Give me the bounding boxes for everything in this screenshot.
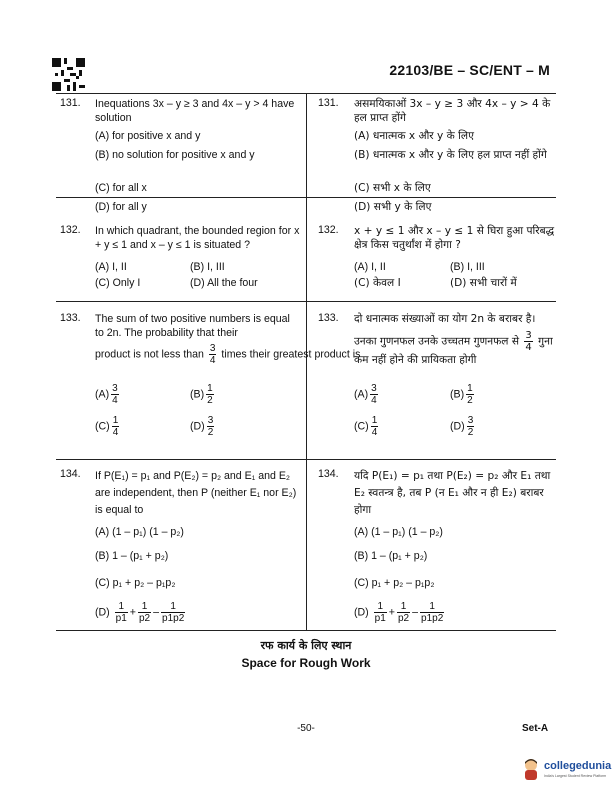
option-d: (D) $\frac{3}{2}$ (190, 415, 214, 438)
option-d: (D) $\frac{1}{p1}$ + $\frac{1}{p2}$ – $\frac{1}{p1p2}$ (95, 601, 185, 624)
question-number: 134. (60, 468, 81, 480)
question-number: 134. (318, 468, 339, 480)
option-c-hindi: (C) $\frac{1}{4}$ (354, 415, 378, 438)
question-text: In which quadrant, the bounded region for x + y ≤ 1 and x – y ≤ 1 is situated ? (95, 225, 300, 251)
question-text-hindi: x + y ≤ 1 और x – y ≤ 1 से घिरा हुआ परिबद्ध क्षेत्र किस चतुर्थांश में होगा ? (354, 225, 555, 251)
divider-131 (56, 197, 556, 198)
option-d-hindi: (D) $\frac{3}{2}$ (450, 415, 474, 438)
question-text-line (95, 343, 360, 366)
option-b-hindi: (B) धनात्मक x और y के लिए हल प्राप्त नहीं होंगे (354, 149, 547, 161)
rough-work-english: Space for Rough Work (241, 656, 371, 670)
question-text-part1: The sum of two positive numbers is equal to 2n. The probability that their (95, 313, 290, 339)
option-b: (B) 1 – (p₁ + p₂) (95, 550, 169, 562)
question-text-hindi-part1: दो धनात्मक संख्याओं का योग 2n के बराबर है। (354, 313, 536, 325)
question-text-hindi-part4: कम नहीं होने की प्रायिकता होगी (354, 354, 477, 366)
option-d: (D) for all y (95, 201, 147, 213)
option-b: (B) I, III (190, 261, 225, 273)
question-text: If P(E₁) = p₁ and P(E₂) = p₂ and E₁ and E₂ are independent, then P (neither E₁ nor E₂) is equal to (95, 470, 297, 516)
option-d: (D) All the four (190, 277, 258, 289)
option-d-hindi: (D) सभी y के लिए (354, 201, 432, 213)
option-c-hindi: (C) p₁ + p₂ – p₁p₂ (354, 577, 435, 589)
question-number: 131. (318, 97, 339, 109)
option-a-hindi: (A) (1 – p₁) (1 – p₂) (354, 526, 443, 538)
fraction: $\frac{3}{4}$ (209, 343, 216, 366)
option-c: (C) Only I (95, 277, 141, 289)
option-c: (C) $\frac{1}{4}$ (95, 415, 119, 438)
option-b: (B) $\frac{1}{2}$ (190, 383, 213, 406)
option-c-hindi: (C) केवल I (354, 277, 401, 289)
question-number: 132. (318, 224, 339, 236)
option-a-hindi: (A) I, II (354, 261, 386, 273)
option-b-hindi: (B) $\frac{1}{2}$ (450, 383, 473, 406)
option-d-hindi: (D) $\frac{1}{p1}$ + $\frac{1}{p2}$ – $\frac{1}{p1p2}$ (354, 601, 444, 624)
option-c: (C) for all x (95, 182, 147, 194)
question-number: 133. (60, 312, 81, 324)
question-text-hindi: असमयिकाओं 3x – y ≥ 3 और 4x – y > 4 के हल प्राप्त होंगे (354, 98, 551, 124)
option-b-hindi: (B) 1 – (p₁ + p₂) (354, 550, 428, 562)
option-a: (A) I, II (95, 261, 127, 273)
option-a-hindi: (A) धनात्मक x और y के लिए (354, 130, 474, 142)
page-number: -50- (297, 723, 315, 734)
divider-133 (56, 459, 556, 460)
divider-132 (56, 301, 556, 302)
option-a: (A) $\frac{3}{4}$ (95, 383, 118, 406)
question-text-part3: times their greatest product is (221, 348, 361, 361)
option-a: (A) (1 – p₁) (1 – p₂) (95, 526, 184, 538)
option-a: (A) for positive x and y (95, 130, 201, 142)
mascot-icon (520, 757, 542, 781)
set-label: Set-A (522, 723, 549, 734)
question-number: 131. (60, 97, 81, 109)
collegedunia-logo (520, 757, 612, 783)
logo-text: collegedunia (544, 760, 612, 772)
option-c-hindi: (C) सभी x के लिए (354, 182, 431, 194)
option-b-hindi: (B) I, III (450, 261, 485, 273)
option-c: (C) p₁ + p₂ – p₁p₂ (95, 577, 176, 589)
fraction: $\frac{3}{4}$ (525, 330, 532, 353)
question-text: Inequations 3x – y ≥ 3 and 4x – y > 4 have solution (95, 98, 295, 124)
question-text-hindi-line: उनका गुणनफल उनके उच्चतम गुणनफल से $\frac{3}{4}$ गुना (354, 330, 553, 353)
rough-work-hindi: रफ कार्य के लिए स्थान (260, 639, 352, 652)
divider-134 (56, 630, 556, 631)
qr-code (52, 58, 85, 91)
question-text-hindi: यदि P(E₁) = p₁ तथा P(E₂) = p₂ और E₁ तथा E₂ स्वतन्त्र है, तब P (न E₁ और न ही E₂) बराबर होगा (354, 470, 551, 516)
question-number: 132. (60, 224, 81, 236)
option-d-hindi: (D) सभी चारों में (450, 277, 517, 289)
question-number: 133. (318, 312, 339, 324)
paper-code: 22103/BE – SC/ENT – M (389, 62, 550, 78)
option-b: (B) no solution for positive x and y (95, 149, 255, 161)
option-a-hindi: (A) $\frac{3}{4}$ (354, 383, 377, 406)
logo-tagline: India's Largest Student Review Platform (544, 774, 607, 778)
question-text-part2: product is not less than (95, 348, 204, 361)
